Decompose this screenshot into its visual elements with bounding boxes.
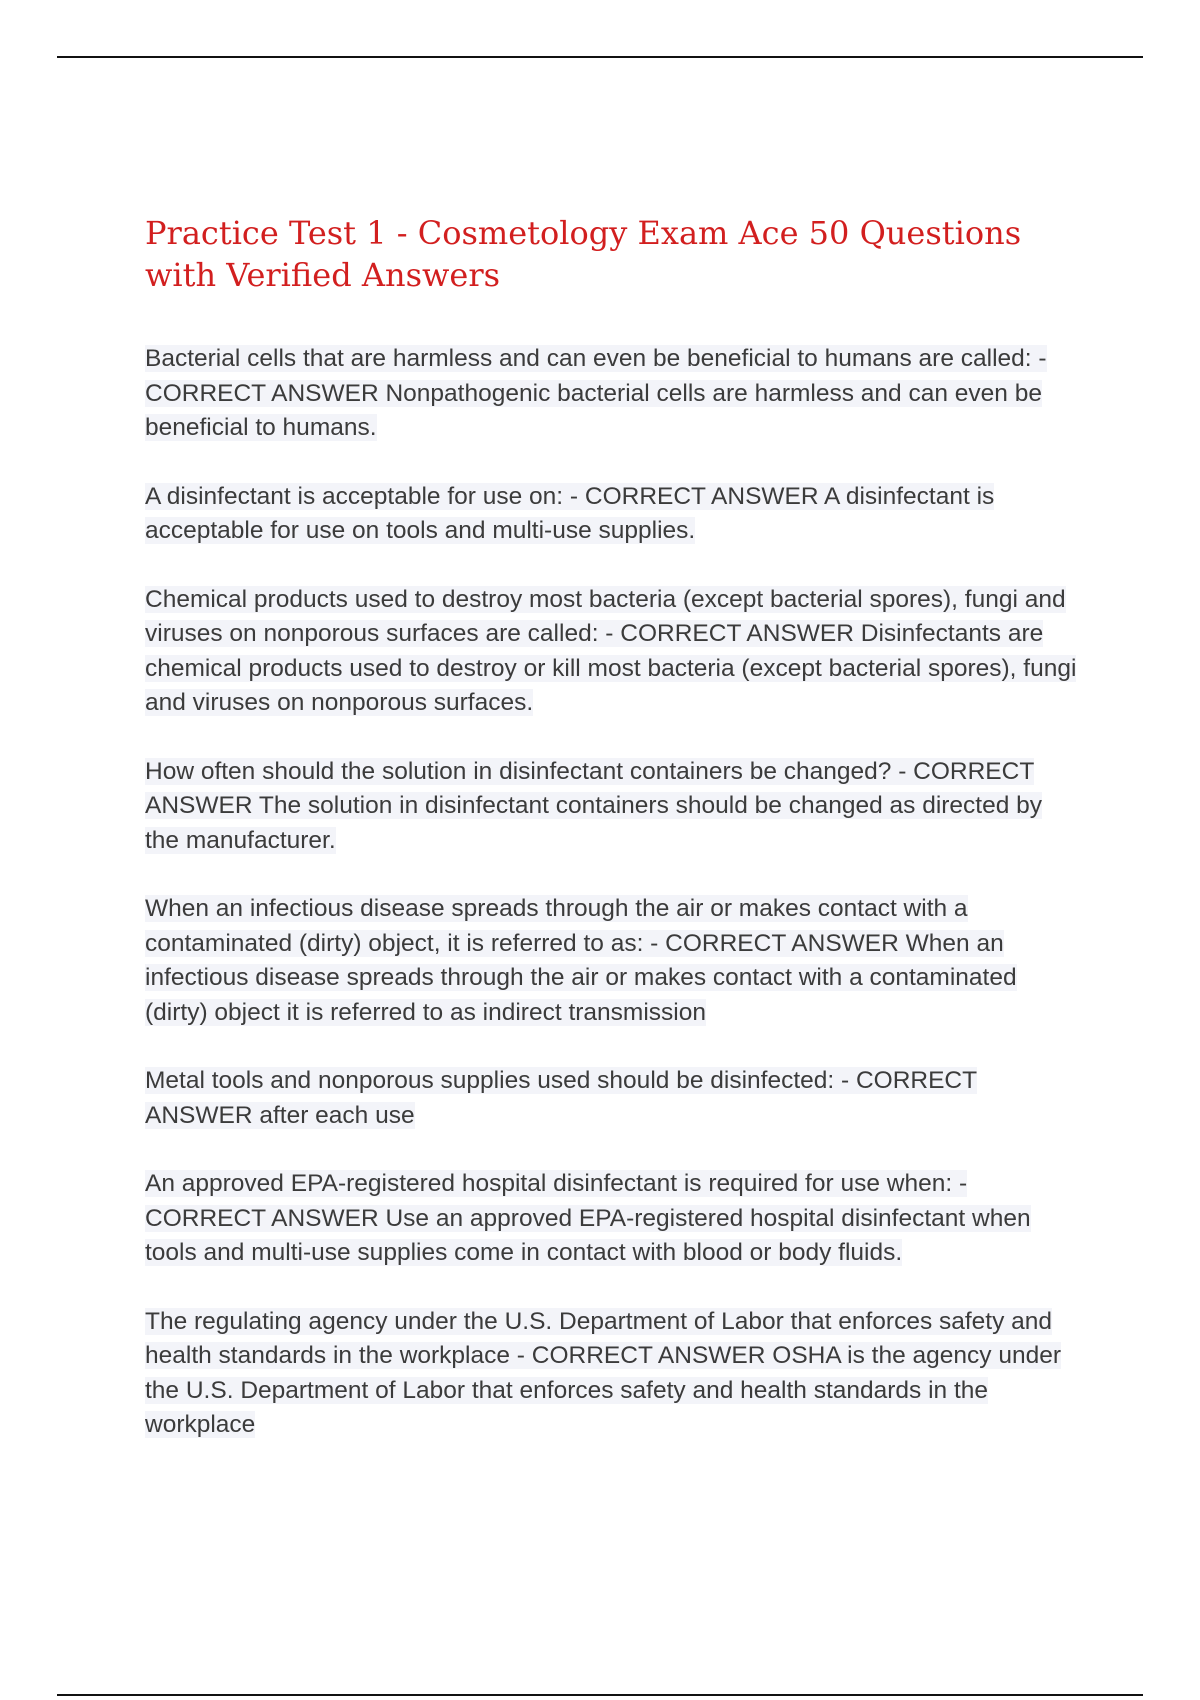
qa-item <box>145 480 1080 549</box>
bottom-page-rule <box>57 1694 1143 1696</box>
qa-text: How often should the solution in disinfectant containers be changed? - CORRECT ANSWER The solution in disinfectant containers should be changed as directed by the manufacturer. <box>145 757 1043 854</box>
document-title: Practice Test 1 - Cosmetology Exam Ace 50 Questions with Verified Answers <box>145 214 1022 294</box>
qa-text: A disinfectant is acceptable for use on: - CORRECT ANSWER A disinfectant is acceptable for use on tools and multi-use supplies. <box>145 482 995 544</box>
qa-text: The regulating agency under the U.S. Department of Labor that enforces safety and health standards in the workplace - CORRECT ANSWER OSHA is the agency under the U.S. Department of Labor that enforces safety and health standards in the workplace <box>145 1307 1061 1438</box>
qa-item <box>145 755 1080 859</box>
qa-text: Metal tools and nonporous supplies used should be disinfected: - CORRECT ANSWER after each use <box>145 1067 978 1129</box>
qa-item <box>145 1167 1080 1271</box>
qa-text: Chemical products used to destroy most bacteria (except bacterial spores), fungi and viruses on nonporous surfaces are called: - CORRECT ANSWER Disinfectants are chemical products used to destroy or kill most bacteria (except bacterial spores), fungi and viruses on nonporous surfaces. <box>145 585 1077 716</box>
qa-item <box>145 342 1080 446</box>
qa-item <box>145 1064 1080 1133</box>
document-content <box>145 212 1080 1477</box>
qa-item <box>145 892 1080 1030</box>
qa-text: Bacterial cells that are harmless and can even be beneficial to humans are called: - CORRECT ANSWER Nonpathogenic bacterial cells are harmless and can even be beneficial to humans. <box>145 345 1047 441</box>
qa-item <box>145 583 1080 721</box>
question-answer-list <box>145 342 1080 1443</box>
qa-item <box>145 1305 1080 1443</box>
qa-text: When an infectious disease spreads through the air or makes contact with a contaminated (dirty) object, it is referred to as: - CORRECT ANSWER When an infectious disease spreads through the air or makes contact with a contaminated (dirty) object it is referred to as indirect transmission <box>145 895 1017 1026</box>
qa-text: An approved EPA-registered hospital disinfectant is required for use when: - CORRECT ANSWER Use an approved EPA-registered hospital disinfectant when tools and multi-use supplies come in contact with blood or body fluids. <box>145 1170 1031 1266</box>
top-page-rule <box>57 56 1143 58</box>
